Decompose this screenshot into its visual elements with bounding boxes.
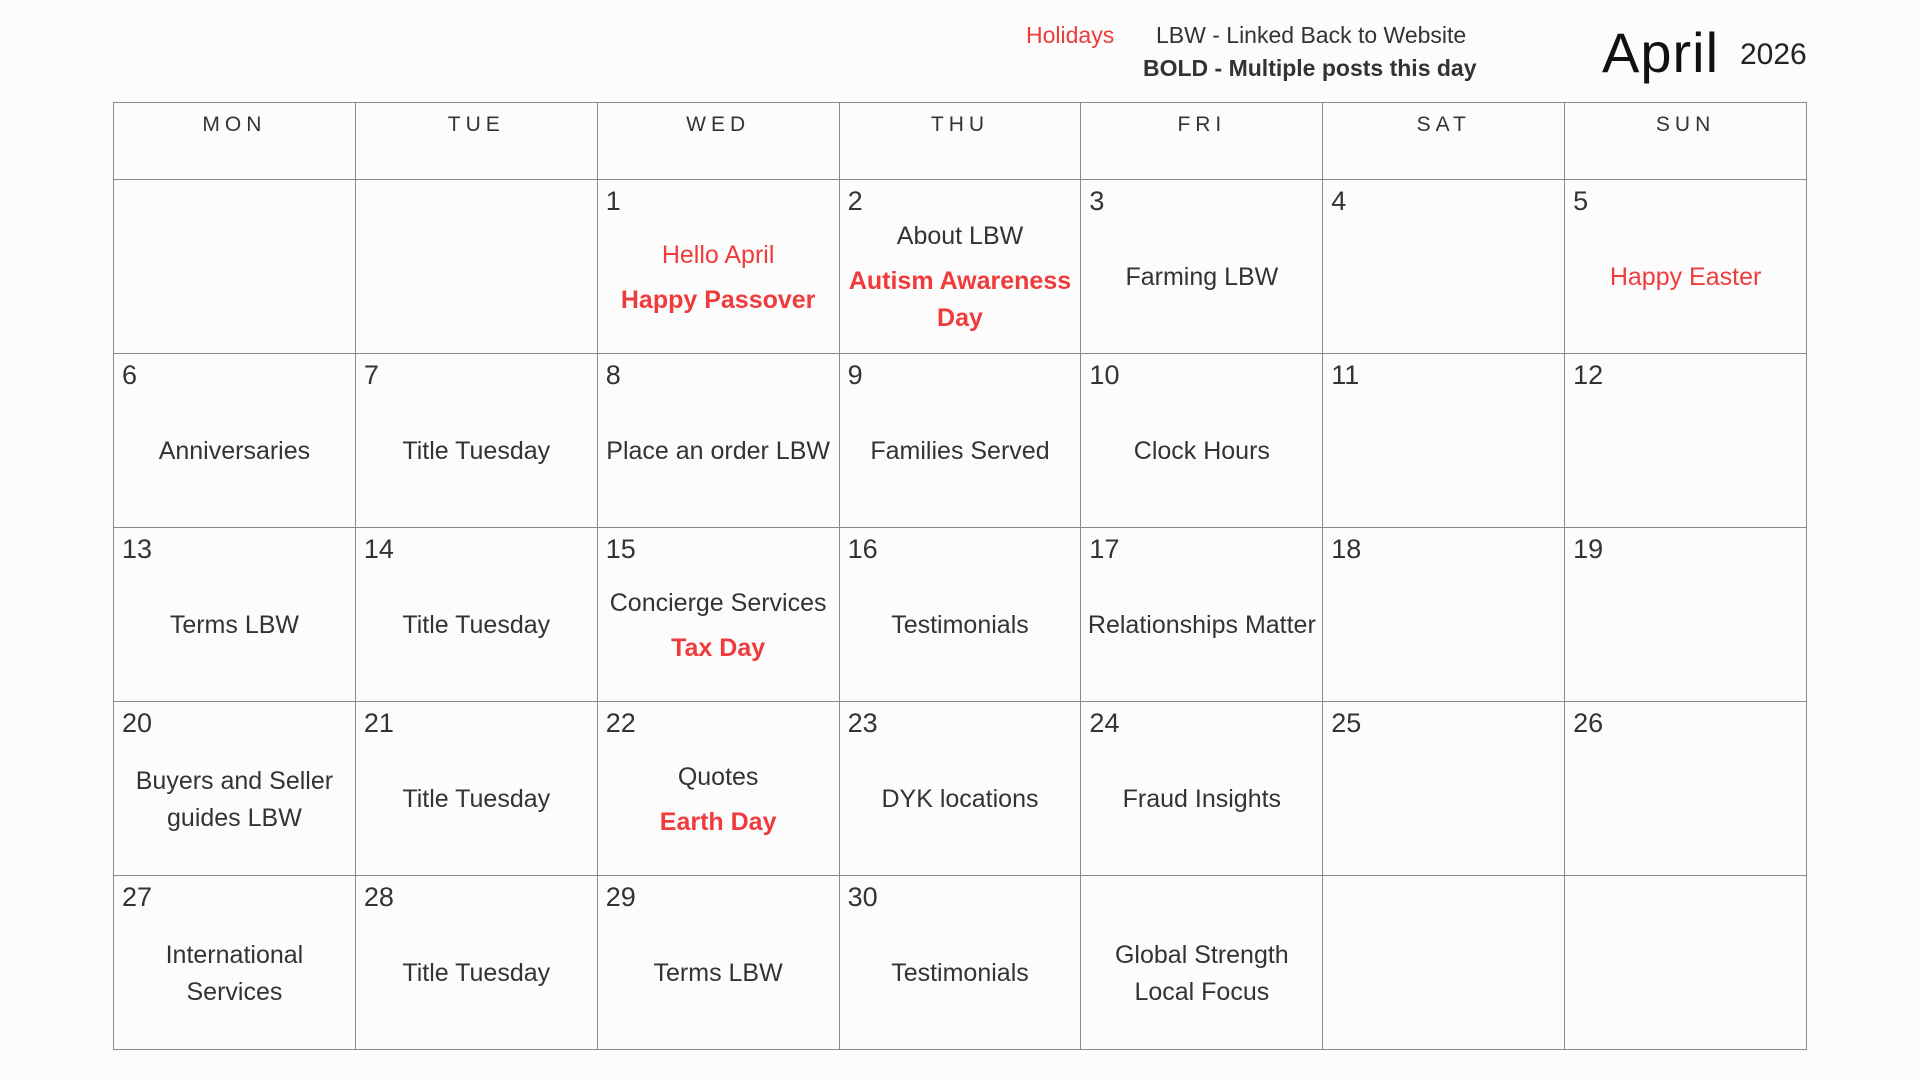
day-cell (356, 528, 598, 702)
day-number: 12 (1573, 360, 1604, 390)
day-cell (598, 876, 840, 1050)
day-content (1081, 564, 1322, 701)
day-cell (840, 876, 1082, 1050)
day-number: 14 (363, 534, 394, 564)
day-cell (1081, 180, 1323, 354)
day-content (1565, 912, 1806, 1049)
day-number: 15 (605, 534, 636, 564)
day-content (1081, 216, 1322, 353)
day-cell (356, 876, 598, 1050)
day-content (1081, 912, 1322, 1049)
post-label: Testimonials (891, 959, 1029, 987)
post-label: Terms LBW (653, 959, 783, 987)
day-content (356, 390, 597, 527)
day-number: 6 (122, 360, 138, 390)
holiday-label: Happy Easter (1609, 263, 1762, 291)
day-number: 8 (605, 360, 621, 390)
day-number: 11 (1331, 360, 1360, 390)
day-cell (114, 876, 356, 1050)
post-label: Families Served (870, 437, 1050, 465)
day-cell (1565, 180, 1807, 354)
day-cell (1081, 528, 1323, 702)
day-content (356, 738, 597, 875)
post-label: Title Tuesday (402, 611, 551, 639)
day-content (598, 390, 839, 527)
day-number: 29 (605, 882, 636, 912)
day-number: 26 (1573, 708, 1604, 738)
day-cell (1565, 354, 1807, 528)
day-content (114, 738, 355, 875)
legend-holidays: Holidays (1026, 22, 1115, 48)
day-content (114, 390, 355, 527)
day-cell (114, 354, 356, 528)
day-header-wed: WED (598, 103, 840, 180)
post-label: DYK locations (881, 785, 1039, 813)
day-cell (1081, 702, 1323, 876)
day-number: 18 (1331, 534, 1362, 564)
day-content (1323, 738, 1564, 875)
day-number: 10 (1089, 360, 1120, 390)
day-content (1323, 390, 1564, 527)
month-title: April (1602, 21, 1720, 84)
post-label: Buyers and Seller guides LBW (135, 766, 334, 832)
day-number: 19 (1573, 534, 1604, 564)
day-content (356, 912, 597, 1049)
day-number: 2 (847, 186, 863, 216)
day-number: 27 (122, 882, 153, 912)
post-label: About LBW (896, 222, 1024, 250)
day-cell (114, 180, 356, 354)
day-content (356, 216, 597, 353)
day-cell (840, 180, 1082, 354)
post-label: Title Tuesday (402, 785, 551, 813)
day-number: 16 (847, 534, 878, 564)
day-number: 22 (605, 708, 636, 738)
post-label: Farming LBW (1125, 263, 1279, 291)
legend-lbw: LBW - Linked Back to Website (1156, 22, 1467, 48)
day-content (1081, 390, 1322, 527)
calendar-grid (113, 102, 1807, 1050)
day-number: 3 (1089, 186, 1105, 216)
day-cell (1323, 354, 1565, 528)
day-header-sun: SUN (1565, 103, 1807, 180)
day-cell (114, 528, 356, 702)
holiday-label: Earth Day (659, 807, 777, 836)
post-label: Relationships Matter (1087, 611, 1316, 639)
day-header-tue: TUE (356, 103, 598, 180)
day-header-thu: THU (840, 103, 1082, 180)
day-content (840, 564, 1081, 701)
day-content (598, 216, 839, 353)
day-number: 20 (122, 708, 153, 738)
day-number: 28 (363, 882, 394, 912)
post-label: Anniversaries (158, 437, 311, 465)
day-content (1565, 390, 1806, 527)
day-number: 13 (122, 534, 153, 564)
day-content (598, 564, 839, 701)
day-cell (114, 702, 356, 876)
day-cell (1323, 702, 1565, 876)
post-label: Terms LBW (169, 611, 300, 639)
day-content (1081, 738, 1322, 875)
holiday-label: Autism Awareness Day (848, 267, 1072, 332)
day-number: 5 (1573, 186, 1589, 216)
day-number: 23 (847, 708, 878, 738)
post-label: Title Tuesday (402, 959, 551, 987)
day-cell (356, 702, 598, 876)
legend-bold: BOLD - Multiple posts this day (1143, 55, 1477, 81)
day-content (114, 216, 355, 353)
day-number: 4 (1331, 186, 1347, 216)
day-number: 9 (847, 360, 863, 390)
post-label: Clock Hours (1133, 437, 1270, 465)
day-content (840, 738, 1081, 875)
day-cell (1565, 702, 1807, 876)
day-header-fri: FRI (1081, 103, 1323, 180)
post-label: Testimonials (891, 611, 1029, 639)
day-content (114, 564, 355, 701)
day-cell (356, 354, 598, 528)
day-cell (1565, 528, 1807, 702)
post-label: Fraud Insights (1122, 785, 1282, 813)
day-content (356, 564, 597, 701)
day-content (1323, 564, 1564, 701)
holiday-label: Hello April (661, 240, 775, 269)
day-content (1565, 738, 1806, 875)
day-number: 30 (847, 882, 878, 912)
year-title: 2026 (1740, 38, 1807, 71)
day-cell (598, 702, 840, 876)
post-label: Quotes (677, 762, 759, 791)
day-cell (1323, 180, 1565, 354)
day-number: 17 (1089, 534, 1120, 564)
post-label: Concierge Services (609, 588, 827, 617)
day-cell (840, 528, 1082, 702)
post-label: International Services (165, 940, 304, 1006)
day-content (114, 912, 355, 1049)
day-cell (1565, 876, 1807, 1050)
day-number: 24 (1089, 708, 1120, 738)
day-content (1323, 912, 1564, 1049)
post-label: Title Tuesday (402, 437, 551, 465)
day-cell (1323, 528, 1565, 702)
day-cell (840, 702, 1082, 876)
day-content (1565, 564, 1806, 701)
day-number: 21 (363, 708, 394, 738)
post-label: Global Strength Local Focus (1114, 940, 1289, 1006)
day-content (840, 216, 1081, 353)
holiday-label: Happy Passover (620, 285, 816, 314)
day-cell (1081, 354, 1323, 528)
post-label: Place an order LBW (606, 437, 830, 465)
day-cell (356, 180, 598, 354)
day-number: 7 (363, 360, 379, 390)
day-content (598, 912, 839, 1049)
day-content (840, 912, 1081, 1049)
day-cell (598, 354, 840, 528)
day-number: 25 (1331, 708, 1362, 738)
day-cell (840, 354, 1082, 528)
day-header-mon: MON (114, 103, 356, 180)
day-cell (598, 180, 840, 354)
day-content (598, 738, 839, 875)
day-content (1323, 216, 1564, 353)
day-content (1565, 216, 1806, 353)
day-cell (1323, 876, 1565, 1050)
calendar-header (0, 0, 1920, 100)
day-cell (1081, 876, 1323, 1050)
day-cell (598, 528, 840, 702)
holiday-label: Tax Day (671, 633, 766, 662)
day-header-sat: SAT (1323, 103, 1565, 180)
day-content (840, 390, 1081, 527)
day-number: 1 (605, 186, 621, 216)
